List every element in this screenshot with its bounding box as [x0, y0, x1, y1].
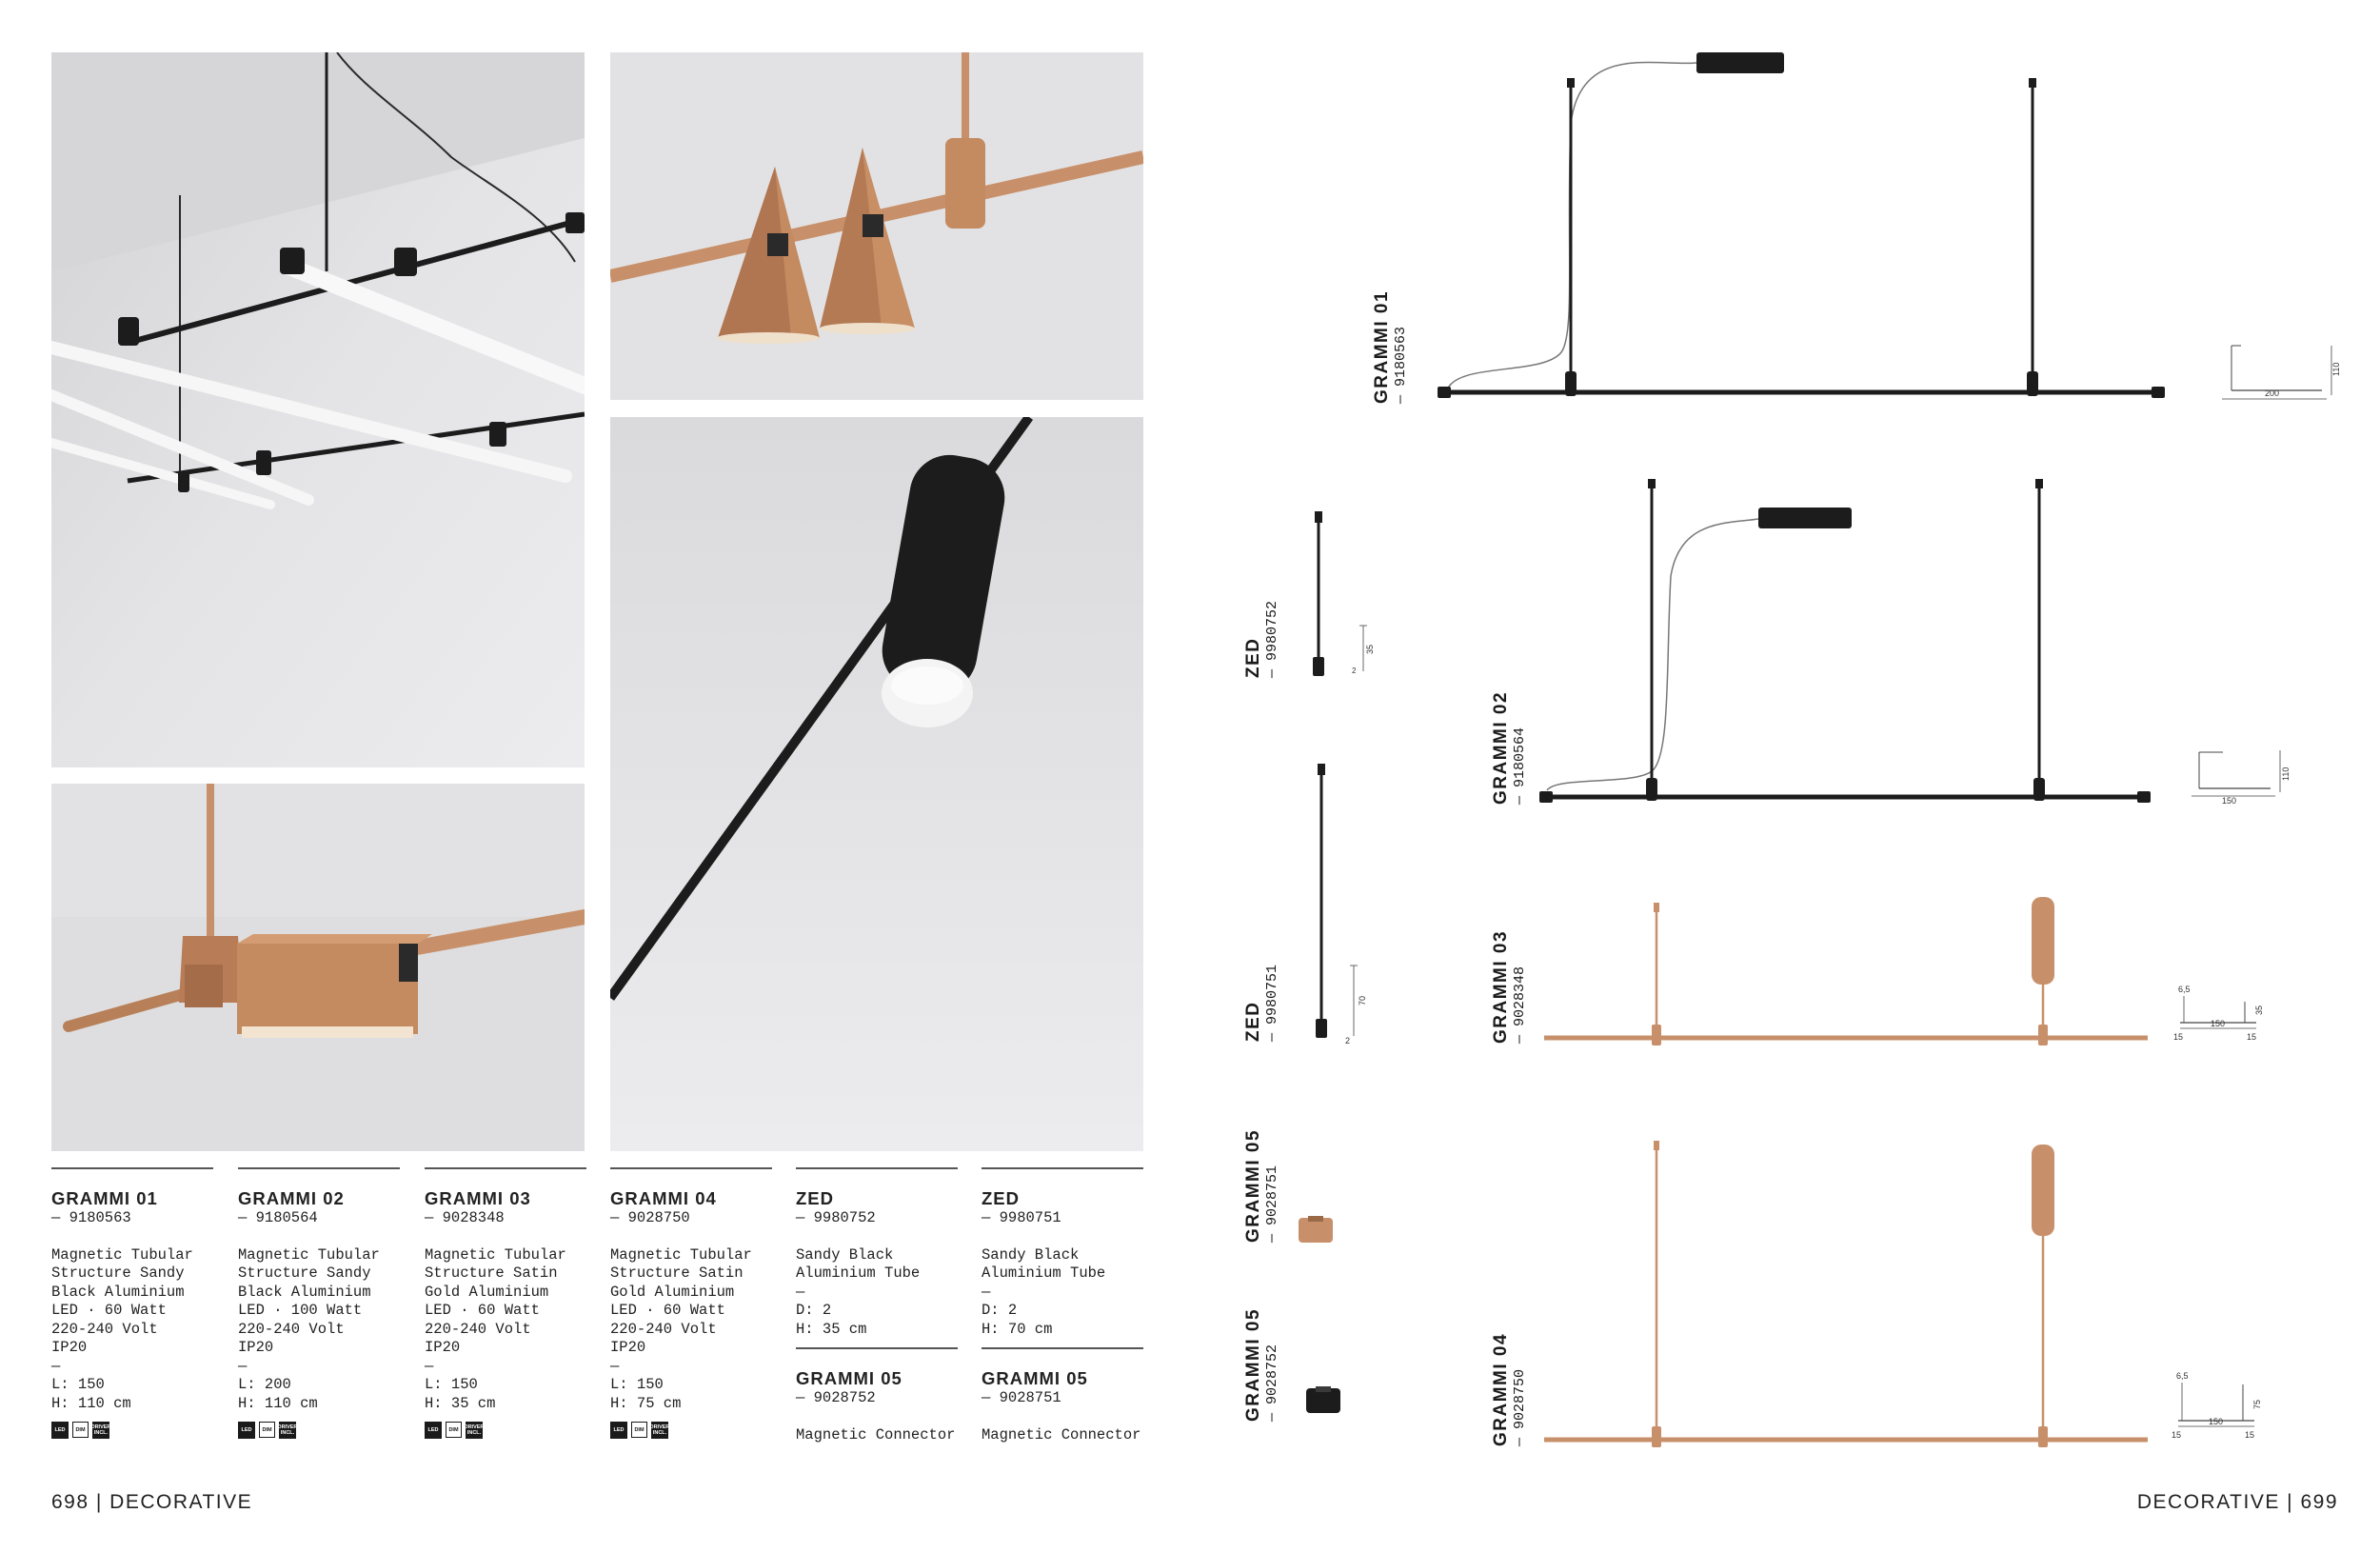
spec-line: LED · 60 Watt: [610, 1302, 725, 1319]
drawing-code: — 9028348: [1512, 966, 1528, 1044]
spec-line: D: 2: [796, 1302, 832, 1319]
spec-line: Magnetic Tubular: [51, 1245, 193, 1264]
drawing-grammi-01: [1428, 48, 2190, 409]
spec-grammi-02: [238, 1167, 400, 1439]
product-code: — 9028750: [610, 1209, 690, 1226]
dimmable-badge-icon: DIM: [259, 1422, 275, 1438]
dim-width-label: 150: [2209, 1417, 2224, 1426]
spec-line: H: 110 cm: [238, 1394, 318, 1412]
product-code: — 9028751: [982, 1389, 1061, 1406]
product-name: GRAMMI 05: [982, 1368, 1088, 1388]
spec-zed-9980752: [796, 1167, 958, 1444]
product-code: — 9980751: [982, 1209, 1061, 1226]
led-badge-icon: LED: [238, 1422, 255, 1439]
spec-line: IP20: [51, 1339, 88, 1356]
spec-line: Gold Aluminium: [425, 1283, 549, 1301]
drawing-code: — 9180563: [1393, 326, 1409, 404]
drawing-code: — 9028752: [1264, 1344, 1280, 1422]
dim-width-label: 150: [2211, 1019, 2226, 1028]
spec-line: —: [610, 1357, 620, 1375]
spec-line: D: 2: [982, 1302, 1018, 1319]
spec-line: LED · 60 Watt: [425, 1302, 540, 1319]
dim-zed-9980752: [1350, 624, 1378, 681]
dimmable-badge-icon: DIM: [446, 1422, 462, 1438]
spec-zed-9980751: [982, 1167, 1143, 1444]
divider: [238, 1167, 400, 1169]
driver-included-badge-icon: DRIVER INCL.: [651, 1422, 668, 1439]
footer-left: 698 | DECORATIVE: [51, 1491, 253, 1513]
drawing-name: GRAMMI 04: [1491, 1332, 1511, 1446]
dim-height-label: 70: [1358, 995, 1367, 1005]
spec-line: Magnetic Tubular: [425, 1245, 566, 1264]
product-name: ZED: [796, 1188, 834, 1208]
product-name: GRAMMI 05: [796, 1368, 902, 1388]
led-badge-icon: LED: [51, 1422, 69, 1439]
drawing-code: — 9180564: [1512, 727, 1528, 805]
spec-line: —: [982, 1283, 991, 1301]
badge-row: [425, 1422, 586, 1439]
drawing-grammi-04: [1542, 1135, 2152, 1449]
dim-diameter-label: 2: [1352, 667, 1357, 675]
dimmable-badge-icon: DIM: [631, 1422, 647, 1438]
spec-line: IP20: [238, 1339, 274, 1356]
product-code: — 9028348: [425, 1209, 505, 1226]
divider: [982, 1167, 1143, 1169]
photo-grammi-04: [610, 52, 1143, 400]
dim-offset-label: 6,5: [2176, 1371, 2189, 1381]
spec-line: Aluminium Tube: [796, 1264, 921, 1282]
spec-line: IP20: [610, 1339, 646, 1356]
dim-offset-label: 6,5: [2178, 985, 2191, 994]
dim-height-label: 35: [2254, 1005, 2264, 1015]
dim-grammi-01: [2212, 338, 2346, 414]
spec-line: Structure Sandy: [238, 1264, 371, 1282]
dim-grammi-03: [2171, 981, 2266, 1047]
photo-grammi-03: [51, 784, 585, 1151]
spec-line: 220-240 Volt: [51, 1320, 158, 1338]
spec-line: Aluminium Tube: [982, 1264, 1106, 1282]
dim-grammi-02: [2180, 743, 2294, 809]
footer-right: DECORATIVE | 699: [2136, 1491, 2338, 1513]
drawing-name: GRAMMI 02: [1491, 690, 1511, 805]
spec-line: H: 75 cm: [610, 1394, 682, 1412]
spec-line: —: [796, 1283, 805, 1301]
spec-line: Black Aluminium: [51, 1283, 185, 1301]
label-grammi-03: [1491, 930, 1529, 1044]
dim-right-label: 15: [2245, 1430, 2255, 1440]
spec-grammi-01: [51, 1167, 213, 1439]
spec-line: Black Aluminium: [238, 1283, 371, 1301]
spec-line: —: [425, 1357, 434, 1375]
label-grammi-05-9028752: [1243, 1308, 1281, 1422]
product-name: GRAMMI 03: [425, 1188, 531, 1208]
label-grammi-04: [1491, 1333, 1529, 1446]
drawing-name: GRAMMI 05: [1243, 1307, 1263, 1422]
dim-height-label: 110: [2331, 362, 2341, 376]
product-code: — 9180564: [238, 1209, 318, 1226]
dim-zed-9980751: [1340, 962, 1369, 1047]
spec-line: H: 110 cm: [51, 1394, 131, 1412]
led-badge-icon: LED: [425, 1422, 442, 1439]
dim-grammi-04: [2169, 1367, 2264, 1443]
product-code: — 9980752: [796, 1209, 876, 1226]
badge-row: [51, 1422, 213, 1439]
divider: [796, 1167, 958, 1169]
dim-right-label: 15: [2247, 1032, 2257, 1042]
spec-line: Magnetic Tubular: [610, 1245, 752, 1264]
spec-line: Sandy Black: [796, 1245, 894, 1264]
spec-line: L: 150: [610, 1376, 664, 1393]
divider: [51, 1167, 213, 1169]
driver-included-badge-icon: DRIVER INCL.: [279, 1422, 296, 1439]
drawing-name: GRAMMI 03: [1491, 929, 1511, 1044]
badge-row: [238, 1422, 400, 1439]
spec-line: Magnetic Connector: [796, 1425, 956, 1443]
driver-included-badge-icon: DRIVER INCL.: [466, 1422, 483, 1439]
drawing-name: ZED: [1243, 1001, 1263, 1042]
spec-line: H: 35 cm: [425, 1394, 496, 1412]
spec-line: L: 150: [51, 1376, 105, 1393]
spec-line: Gold Aluminium: [610, 1283, 735, 1301]
drawing-code: — 9980752: [1264, 600, 1280, 678]
spec-line: Magnetic Tubular: [238, 1245, 380, 1264]
product-code: — 9180563: [51, 1209, 131, 1226]
label-grammi-01: [1372, 290, 1410, 404]
spec-line: Structure Satin: [610, 1264, 744, 1282]
spec-line: IP20: [425, 1339, 461, 1356]
drawing-grammi-05-black: [1302, 1384, 1344, 1417]
label-grammi-05-9028751: [1243, 1129, 1281, 1243]
dim-left-label: 15: [2172, 1430, 2182, 1440]
divider: [610, 1167, 772, 1169]
dim-left-label: 15: [2173, 1032, 2184, 1042]
drawing-name: ZED: [1243, 637, 1263, 678]
photo-grammi-01: [51, 52, 585, 767]
product-name: GRAMMI 01: [51, 1188, 158, 1208]
product-name: GRAMMI 04: [610, 1188, 717, 1208]
dimmable-badge-icon: DIM: [72, 1422, 89, 1438]
spec-line: 220-240 Volt: [238, 1320, 345, 1338]
spec-line: Structure Satin: [425, 1264, 558, 1282]
product-code: — 9028752: [796, 1389, 876, 1406]
spec-line: L: 200: [238, 1376, 291, 1393]
spec-grammi-03: [425, 1167, 586, 1439]
drawing-grammi-03: [1542, 895, 2152, 1047]
drawing-name: GRAMMI 01: [1372, 289, 1392, 404]
dim-height-label: 35: [1365, 644, 1375, 654]
spec-line: Sandy Black: [982, 1245, 1080, 1264]
spec-line: H: 70 cm: [982, 1320, 1053, 1338]
divider: [796, 1347, 958, 1349]
spec-line: L: 150: [425, 1376, 478, 1393]
dim-diameter-label: 2: [1345, 1036, 1351, 1045]
dim-width-label: 150: [2222, 796, 2237, 806]
spec-line: 220-240 Volt: [610, 1320, 717, 1338]
led-badge-icon: LED: [610, 1422, 627, 1439]
label-zed-9980751: [1243, 965, 1281, 1042]
drawing-zed-9980751: [1307, 762, 1336, 1043]
divider: [425, 1167, 586, 1169]
spec-grammi-04: [610, 1167, 772, 1439]
drawing-name: GRAMMI 05: [1243, 1128, 1263, 1243]
divider: [982, 1347, 1143, 1349]
photo-zed: [610, 417, 1143, 1151]
spec-line: Magnetic Connector: [982, 1425, 1141, 1443]
dim-height-label: 75: [2252, 1399, 2262, 1409]
product-name: ZED: [982, 1188, 1020, 1208]
spec-line: Structure Sandy: [51, 1264, 185, 1282]
drawing-code: — 9028751: [1264, 1165, 1280, 1243]
badge-row: [610, 1422, 772, 1439]
spec-line: LED · 60 Watt: [51, 1302, 167, 1319]
drawing-grammi-02: [1537, 471, 2156, 814]
spec-line: —: [51, 1357, 61, 1375]
drawing-code: — 9980751: [1264, 964, 1280, 1042]
drawing-zed-9980752: [1304, 509, 1333, 681]
product-name: GRAMMI 02: [238, 1188, 345, 1208]
driver-included-badge-icon: DRIVER INCL.: [92, 1422, 109, 1439]
dim-width-label: 200: [2265, 388, 2280, 398]
spec-line: H: 35 cm: [796, 1320, 867, 1338]
dim-height-label: 110: [2281, 767, 2291, 781]
spec-line: —: [238, 1357, 248, 1375]
spec-line: 220-240 Volt: [425, 1320, 531, 1338]
label-grammi-02: [1491, 691, 1529, 805]
spec-line: LED · 100 Watt: [238, 1302, 363, 1319]
drawing-code: — 9028750: [1512, 1368, 1528, 1446]
drawing-grammi-05-gold: [1295, 1214, 1337, 1246]
label-zed-9980752: [1243, 601, 1281, 678]
